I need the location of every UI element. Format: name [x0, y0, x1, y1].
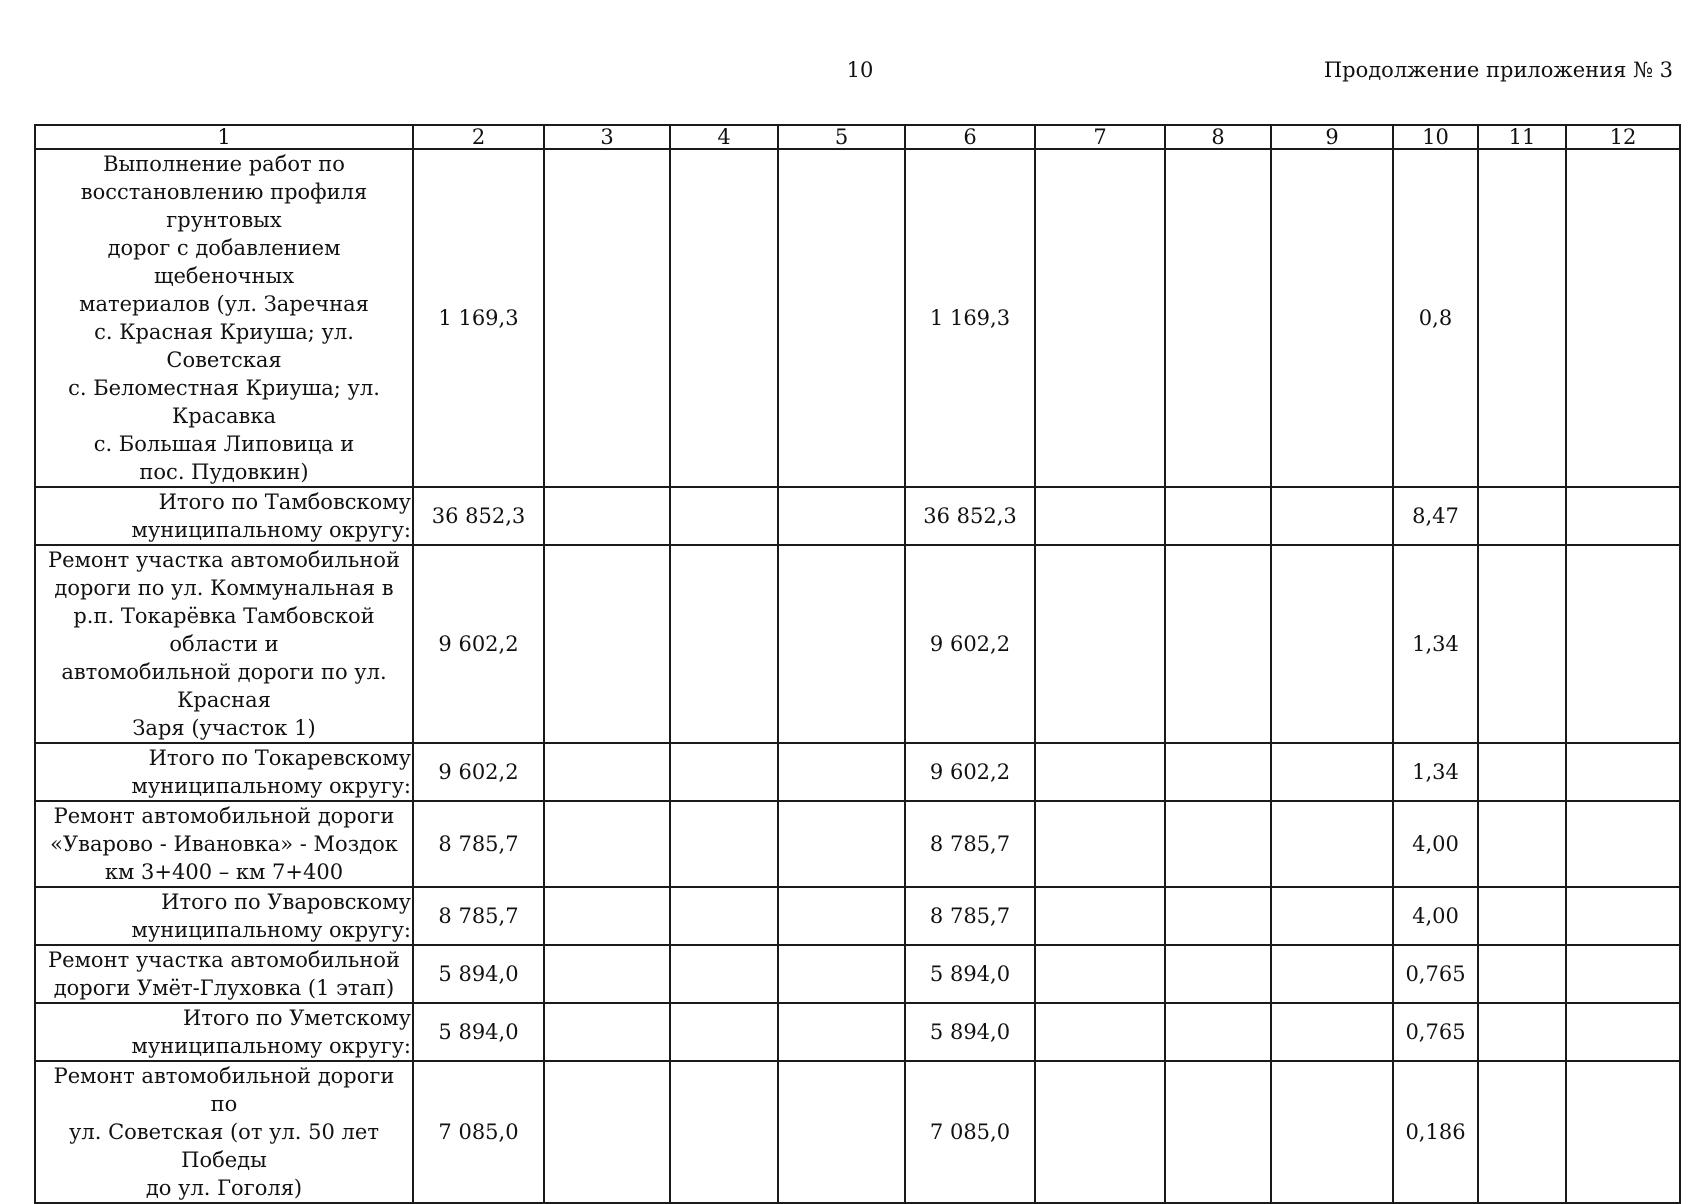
description-line: с. Большая Липовица и	[93, 432, 355, 456]
column-header: 6	[905, 125, 1035, 149]
column-header: 10	[1393, 125, 1478, 149]
column-header: 8	[1165, 125, 1271, 149]
description-line: Ремонт автомобильной дороги	[53, 804, 395, 828]
cell-description	[35, 743, 413, 801]
cell-col-2: 5 894,0	[413, 945, 544, 1003]
column-header: 2	[413, 125, 544, 149]
description-line: восстановлению профиля грунтовых	[80, 180, 368, 232]
cell-col-4	[670, 801, 778, 887]
description-line: дорог с добавлением щебеночных	[107, 236, 341, 288]
cell-col-3	[544, 487, 670, 545]
cell-col-7	[1035, 487, 1165, 545]
cell-col-11	[1478, 1003, 1566, 1061]
cell-col-7	[1035, 945, 1165, 1003]
description-line: муниципальному округу:	[131, 1034, 411, 1058]
description-line: дороги по ул. Коммунальная в	[54, 576, 394, 600]
cell-col-10: 1,34	[1393, 545, 1478, 743]
description-line: с. Беломестная Криуша; ул. Красавка	[68, 376, 380, 428]
cell-col-10: 0,765	[1393, 1003, 1478, 1061]
cell-col-4	[670, 887, 778, 945]
cell-col-8	[1165, 545, 1271, 743]
description-line: Ремонт участка автомобильной	[48, 548, 400, 572]
cell-col-6: 5 894,0	[905, 945, 1035, 1003]
description-line: автомобильной дороги по ул. Красная	[61, 660, 387, 712]
cell-col-2: 36 852,3	[413, 487, 544, 545]
cell-col-12	[1566, 743, 1680, 801]
cell-col-4	[670, 487, 778, 545]
cell-col-2: 9 602,2	[413, 545, 544, 743]
cell-description	[35, 545, 413, 743]
description-line: Итого по Токаревскому	[148, 746, 411, 770]
cell-col-12	[1566, 1061, 1680, 1203]
description-line: материалов (ул. Заречная	[79, 292, 369, 316]
cell-col-11	[1478, 887, 1566, 945]
cell-col-7	[1035, 1061, 1165, 1203]
description-line: с. Красная Криуша; ул. Советская	[94, 320, 354, 372]
cell-col-3	[544, 1003, 670, 1061]
cell-col-9	[1271, 1003, 1393, 1061]
column-number-row	[35, 125, 1680, 149]
cell-col-5	[778, 945, 905, 1003]
description-line: пос. Пудовкин)	[139, 460, 309, 484]
cell-col-9	[1271, 887, 1393, 945]
cell-description	[35, 487, 413, 545]
cell-col-10: 8,47	[1393, 487, 1478, 545]
description-line: муниципальному округу:	[131, 918, 411, 942]
cell-col-12	[1566, 545, 1680, 743]
cell-col-12	[1566, 945, 1680, 1003]
table-total-row	[35, 743, 1680, 801]
cell-col-9	[1271, 743, 1393, 801]
cell-col-11	[1478, 487, 1566, 545]
cell-col-8	[1165, 945, 1271, 1003]
table-total-row	[35, 487, 1680, 545]
cell-col-7	[1035, 1003, 1165, 1061]
description-line: р.п. Токарёвка Тамбовской области и	[73, 604, 375, 656]
cell-col-6: 5 894,0	[905, 1003, 1035, 1061]
cell-col-3	[544, 1061, 670, 1203]
table-row	[35, 945, 1680, 1003]
cell-col-10: 1,34	[1393, 743, 1478, 801]
cell-col-9	[1271, 801, 1393, 887]
column-header: 7	[1035, 125, 1165, 149]
description-line: Итого по Уметскому	[183, 1006, 411, 1030]
description-line: муниципальному округу:	[131, 518, 411, 542]
cell-col-9	[1271, 487, 1393, 545]
cell-col-10: 0,8	[1393, 149, 1478, 487]
cell-col-8	[1165, 801, 1271, 887]
description-line: Выполнение работ по	[103, 152, 345, 176]
cell-col-6: 36 852,3	[905, 487, 1035, 545]
cell-col-3	[544, 801, 670, 887]
description-line: «Уварово - Ивановка» - Моздок	[50, 832, 398, 856]
cell-col-12	[1566, 1003, 1680, 1061]
cell-col-9	[1271, 545, 1393, 743]
description-line: Ремонт участка автомобильной	[48, 948, 400, 972]
column-header: 9	[1271, 125, 1393, 149]
cell-col-3	[544, 945, 670, 1003]
appendix-continuation-note: Продолжение приложения № 3	[1323, 58, 1673, 82]
cell-col-2: 5 894,0	[413, 1003, 544, 1061]
cell-col-10: 0,765	[1393, 945, 1478, 1003]
cell-col-6: 7 085,0	[905, 1061, 1035, 1203]
column-header: 3	[544, 125, 670, 149]
column-header: 11	[1478, 125, 1566, 149]
column-header: 12	[1566, 125, 1680, 149]
description-line: км 3+400 – км 7+400	[104, 860, 344, 884]
cell-col-11	[1478, 1061, 1566, 1203]
cell-col-4	[670, 1003, 778, 1061]
page-number: 10	[846, 58, 874, 82]
cell-description	[35, 801, 413, 887]
cell-col-9	[1271, 149, 1393, 487]
cell-col-2: 1 169,3	[413, 149, 544, 487]
table-body	[35, 125, 1680, 1203]
cell-col-4	[670, 945, 778, 1003]
cell-col-6: 8 785,7	[905, 887, 1035, 945]
cell-description	[35, 1061, 413, 1203]
cell-col-12	[1566, 487, 1680, 545]
table-total-row	[35, 887, 1680, 945]
cell-col-7	[1035, 887, 1165, 945]
cell-col-5	[778, 545, 905, 743]
cell-col-4	[670, 149, 778, 487]
cell-col-3	[544, 743, 670, 801]
cell-col-6: 8 785,7	[905, 801, 1035, 887]
description-line: ул. Советская (от ул. 50 лет Победы	[69, 1120, 379, 1172]
cell-description	[35, 1003, 413, 1061]
cell-col-5	[778, 1061, 905, 1203]
description-line: муниципальному округу:	[131, 774, 411, 798]
cell-col-8	[1165, 149, 1271, 487]
cell-col-7	[1035, 149, 1165, 487]
description-line: Итого по Тамбовскому	[158, 490, 411, 514]
cell-col-5	[778, 149, 905, 487]
cell-col-2: 8 785,7	[413, 887, 544, 945]
cell-col-9	[1271, 1061, 1393, 1203]
cell-col-10: 4,00	[1393, 887, 1478, 945]
cell-col-11	[1478, 801, 1566, 887]
description-line: Ремонт автомобильной дороги по	[53, 1064, 395, 1116]
cell-col-8	[1165, 743, 1271, 801]
cell-col-3	[544, 545, 670, 743]
cell-description	[35, 945, 413, 1003]
cell-col-6: 1 169,3	[905, 149, 1035, 487]
appendix-table	[34, 124, 1681, 1204]
cell-col-10: 0,186	[1393, 1061, 1478, 1203]
table-row	[35, 149, 1680, 487]
cell-col-2: 8 785,7	[413, 801, 544, 887]
cell-col-8	[1165, 1061, 1271, 1203]
table-row	[35, 545, 1680, 743]
cell-col-4	[670, 545, 778, 743]
description-line: Итого по Уваровскому	[161, 890, 411, 914]
cell-col-11	[1478, 149, 1566, 487]
table-total-row	[35, 1003, 1680, 1061]
cell-col-5	[778, 1003, 905, 1061]
cell-col-6: 9 602,2	[905, 743, 1035, 801]
cell-col-7	[1035, 743, 1165, 801]
cell-col-9	[1271, 945, 1393, 1003]
cell-col-2: 9 602,2	[413, 743, 544, 801]
cell-col-3	[544, 149, 670, 487]
cell-col-11	[1478, 945, 1566, 1003]
cell-col-5	[778, 487, 905, 545]
table-row	[35, 801, 1680, 887]
cell-description	[35, 149, 413, 487]
description-line: Заря (участок 1)	[132, 716, 316, 740]
cell-col-10: 4,00	[1393, 801, 1478, 887]
cell-col-5	[778, 887, 905, 945]
column-header: 1	[35, 125, 413, 149]
cell-col-8	[1165, 887, 1271, 945]
table-row	[35, 1061, 1680, 1203]
cell-col-2: 7 085,0	[413, 1061, 544, 1203]
cell-col-11	[1478, 545, 1566, 743]
cell-col-7	[1035, 545, 1165, 743]
description-line: до ул. Гоголя)	[145, 1176, 303, 1200]
cell-col-3	[544, 887, 670, 945]
cell-col-5	[778, 801, 905, 887]
column-header: 5	[778, 125, 905, 149]
cell-col-8	[1165, 1003, 1271, 1061]
cell-col-12	[1566, 887, 1680, 945]
cell-col-11	[1478, 743, 1566, 801]
cell-col-7	[1035, 801, 1165, 887]
cell-col-12	[1566, 801, 1680, 887]
column-header: 4	[670, 125, 778, 149]
cell-col-6: 9 602,2	[905, 545, 1035, 743]
description-line: дороги Умёт-Глуховка (1 этап)	[53, 976, 395, 1000]
cell-col-4	[670, 743, 778, 801]
cell-description	[35, 887, 413, 945]
cell-col-12	[1566, 149, 1680, 487]
cell-col-5	[778, 743, 905, 801]
cell-col-4	[670, 1061, 778, 1203]
cell-col-8	[1165, 487, 1271, 545]
